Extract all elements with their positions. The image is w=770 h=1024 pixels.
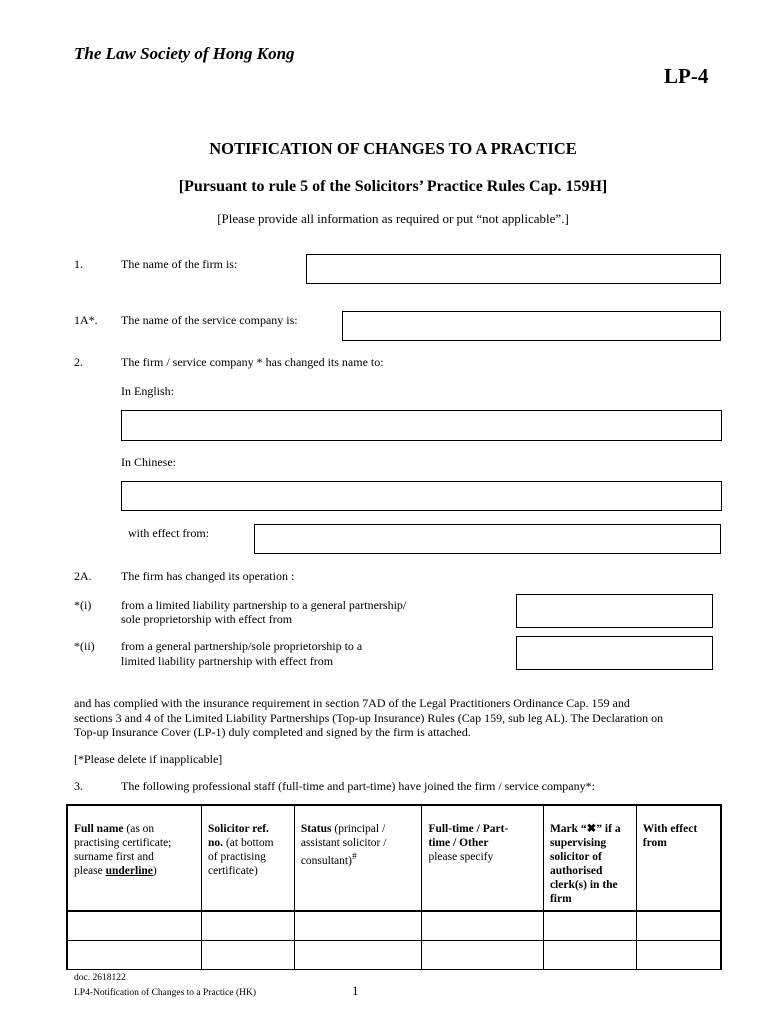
page-number: 1 <box>352 983 359 998</box>
table-cell[interactable] <box>636 941 721 970</box>
item-2a-number: 2A. <box>74 569 92 583</box>
instruction-text: [Please provide all information as required or put “not applicable”.] <box>217 211 569 226</box>
effect-from-label: with effect from: <box>128 526 210 540</box>
item-2a-i-number: *(i) <box>74 598 92 612</box>
item-1a-label: The name of the service company is: <box>121 313 298 327</box>
compliance-line-2: sections 3 and 4 of the Limited Liability Partnerships (Top-up Insurance) Rules (Cap 159, sub leg AL). The Declaration on <box>74 711 664 725</box>
item-2a-i-line2: sole proprietorship with effect from <box>121 612 293 626</box>
effect-from-field[interactable] <box>254 524 721 554</box>
form-number: LP-4 <box>664 64 709 88</box>
table-cell[interactable] <box>422 911 544 941</box>
firm-name-field[interactable] <box>306 254 721 284</box>
item-1-label: The name of the firm is: <box>121 257 238 271</box>
doc-number: doc. 2618122 <box>74 973 126 983</box>
item-1-number: 1. <box>74 257 83 271</box>
table-row <box>67 941 721 970</box>
general-to-llp-date-field[interactable] <box>516 636 713 670</box>
table-cell[interactable] <box>202 941 295 970</box>
society-name: The Law Society of Hong Kong <box>74 44 295 63</box>
item-2a-i-line1: from a limited liability partnership to a general partnership/ <box>121 598 407 612</box>
item-3-label: The following professional staff (full-time and part-time) have joined the firm / service company*: <box>121 779 595 793</box>
item-2-label: The firm / service company * has changed its name to: <box>121 355 384 369</box>
item-2-number: 2. <box>74 355 83 369</box>
table-cell[interactable] <box>202 911 295 941</box>
table-header-row <box>67 805 721 911</box>
table-row <box>67 911 721 941</box>
english-label: In English: <box>121 384 174 398</box>
table-cell[interactable] <box>543 941 636 970</box>
item-2a-ii-line2: limited liability partnership with effect from <box>121 654 334 668</box>
col-full-name-header: Full name (as on practising certificate; surname first and please underline) <box>67 805 202 911</box>
table-cell[interactable] <box>294 911 422 941</box>
table-cell[interactable] <box>543 911 636 941</box>
table-cell[interactable] <box>422 941 544 970</box>
table-cell[interactable] <box>294 941 422 970</box>
service-company-name-field[interactable] <box>342 311 721 341</box>
item-2a-label: The firm has changed its operation : <box>121 569 295 583</box>
item-2a-ii-line1: from a general partnership/sole proprietorship to a <box>121 639 363 653</box>
page-subtitle: [Pursuant to rule 5 of the Solicitors’ Practice Rules Cap. 159H] <box>178 178 608 195</box>
item-3-number: 3. <box>74 779 83 793</box>
llp-to-general-date-field[interactable] <box>516 594 713 628</box>
table-cell[interactable] <box>67 941 202 970</box>
col-supervising-solicitor-header: Mark “✖” if a supervising solicitor of authorised clerk(s) in the firm <box>543 805 636 911</box>
col-status-header: Status (principal / assistant solicitor / consultant)# <box>294 805 422 911</box>
chinese-label: In Chinese: <box>121 455 176 469</box>
staff-table <box>66 804 722 970</box>
footer-form-name: LP4-Notification of Changes to a Practice (HK) <box>74 988 257 998</box>
delete-note: [*Please delete if inapplicable] <box>74 752 223 766</box>
table-cell[interactable] <box>67 911 202 941</box>
col-solicitor-ref-header: Solicitor ref. no. (at bottom of practising certificate) <box>202 805 295 911</box>
col-employment-type-header: Full-time / Part- time / Other please specify <box>422 805 544 911</box>
table-cell[interactable] <box>636 911 721 941</box>
chinese-name-field[interactable] <box>121 481 722 511</box>
col-effective-date-header: With effect from <box>636 805 721 911</box>
item-2a-ii-number: *(ii) <box>74 639 95 653</box>
item-1a-number: 1A*. <box>74 313 98 327</box>
compliance-line-1: and has complied with the insurance requirement in section 7AD of the Legal Practitioners Ordinance Cap. 159 and <box>74 696 630 710</box>
page-title: NOTIFICATION OF CHANGES TO A PRACTICE <box>209 139 577 158</box>
english-name-field[interactable] <box>121 410 722 441</box>
compliance-line-3: Top-up Insurance Cover (LP-1) duly completed and signed by the firm is attached. <box>74 725 471 739</box>
